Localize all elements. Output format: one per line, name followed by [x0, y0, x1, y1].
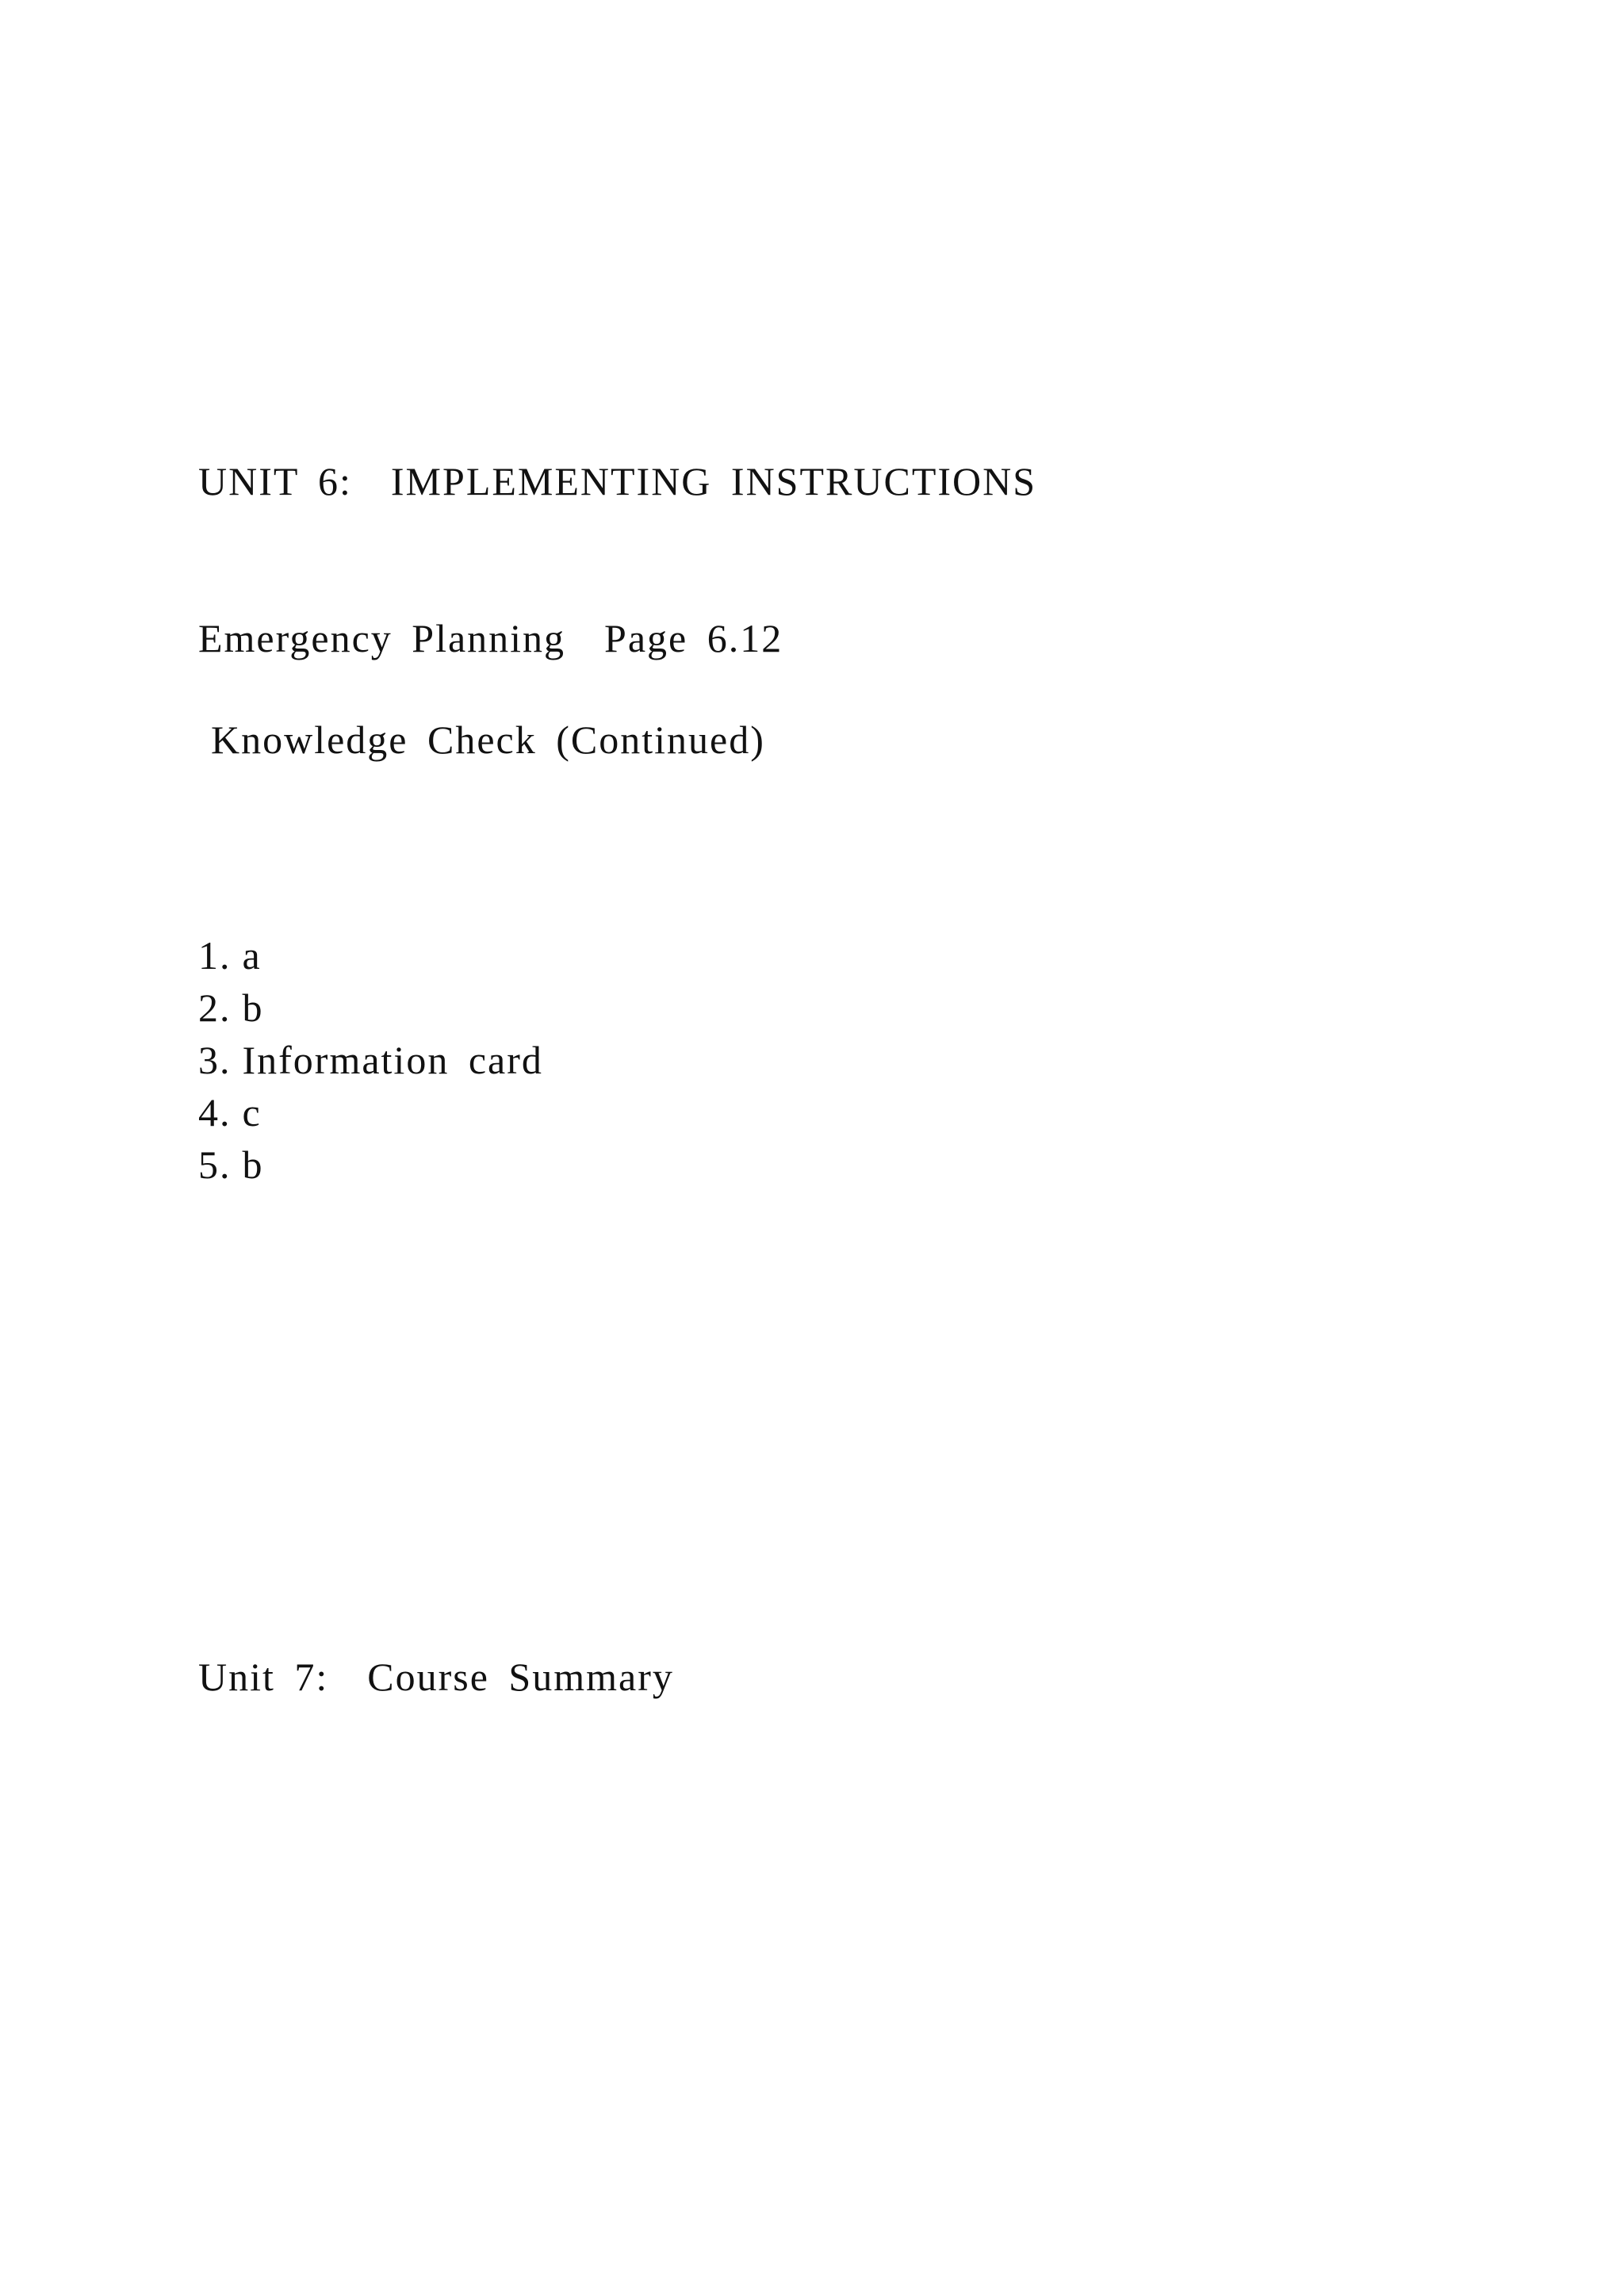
- answer-number: 3.: [198, 1038, 232, 1082]
- answer-text: b: [242, 985, 264, 1030]
- unit-7-heading: Unit 7: Course Summary: [198, 1655, 674, 1699]
- answer-text: c: [242, 1090, 262, 1135]
- list-item: [198, 982, 543, 1034]
- section-subtitle: Emergency Planning Page 6.12: [198, 616, 783, 660]
- list-item: [198, 1086, 543, 1138]
- answer-number: 5.: [198, 1142, 232, 1187]
- answer-number: 4.: [198, 1090, 232, 1135]
- answer-text: b: [242, 1142, 264, 1187]
- answer-text: a: [242, 933, 262, 978]
- answer-list: [198, 929, 543, 1191]
- list-item: [198, 1138, 543, 1191]
- unit-6-heading: UNIT 6: IMPLEMENTING INSTRUCTIONS: [198, 459, 1037, 503]
- knowledge-check-heading: Knowledge Check (Continued): [211, 718, 765, 762]
- list-item: [198, 1034, 543, 1086]
- answer-number: 1.: [198, 933, 232, 978]
- answer-text: Information card: [242, 1038, 543, 1082]
- answer-number: 2.: [198, 985, 232, 1030]
- list-item: [198, 929, 543, 982]
